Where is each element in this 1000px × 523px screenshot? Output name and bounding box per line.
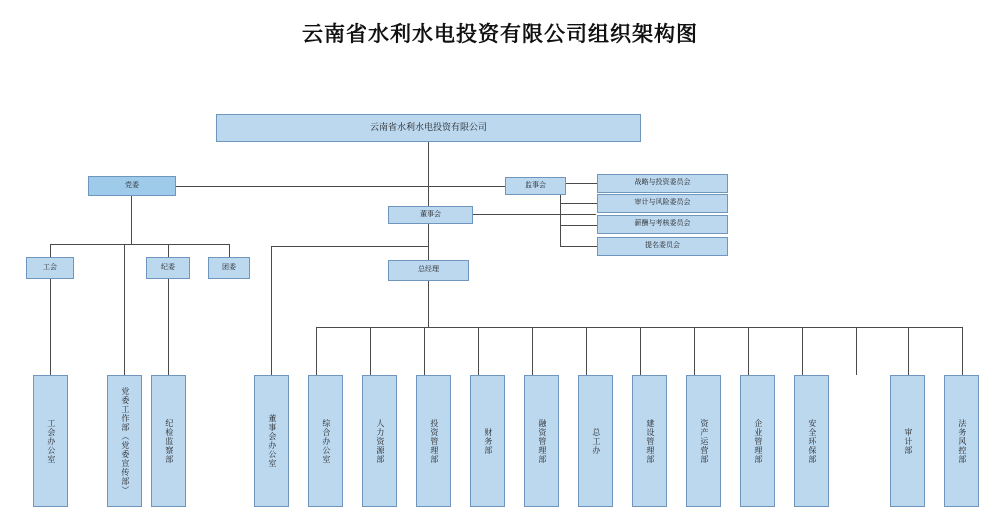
node-committee-compensation: 薪酬与考核委员会 bbox=[597, 215, 728, 234]
connector-committee-4 bbox=[560, 246, 597, 247]
node-department-safety-environment: 安全环保部 bbox=[794, 375, 829, 507]
node-department-enterprise-management: 企业管理部 bbox=[740, 375, 775, 507]
connector-league-down bbox=[229, 244, 230, 257]
node-company: 云南省水利水电投资有限公司 bbox=[216, 114, 641, 142]
node-department-investment-management: 投资管理部 bbox=[416, 375, 451, 507]
connector-dept-3 bbox=[424, 327, 425, 375]
connector-dept-4 bbox=[478, 327, 479, 375]
node-department-general-office: 综合办公室 bbox=[308, 375, 343, 507]
connector-discipline-dept bbox=[168, 279, 169, 375]
connector-gm-down bbox=[428, 281, 429, 327]
connector-party-suborg-bus bbox=[50, 244, 230, 245]
connector-union-office bbox=[50, 279, 51, 375]
connector-dept-12 bbox=[908, 327, 909, 375]
connector-dept-10 bbox=[802, 327, 803, 375]
node-discipline-inspection-department: 纪检监察部 bbox=[151, 375, 186, 507]
node-board-of-directors: 董事会 bbox=[388, 206, 473, 224]
node-party-work-department: 党委工作部（党委宣传部） bbox=[107, 375, 142, 507]
node-committee-nomination: 提名委员会 bbox=[597, 237, 728, 256]
node-department-construction-management: 建设管理部 bbox=[632, 375, 667, 507]
connector-board-left-stem-h bbox=[271, 246, 428, 247]
connector-board-left-stem-v bbox=[271, 246, 272, 375]
node-discipline-committee: 纪委 bbox=[146, 257, 190, 279]
node-youth-league: 团委 bbox=[208, 257, 250, 279]
connector-party-work-dept bbox=[124, 244, 125, 375]
connector-party-to-suborg bbox=[131, 196, 132, 244]
connector-board-to-committee-bus bbox=[473, 214, 596, 215]
node-department-finance: 财务部 bbox=[470, 375, 505, 507]
connector-dept-13 bbox=[962, 327, 963, 375]
connector-dept-11 bbox=[856, 327, 857, 375]
node-labor-union: 工会 bbox=[26, 257, 74, 279]
connector-department-bus bbox=[316, 327, 962, 328]
node-committee-audit-risk: 审计与风险委员会 bbox=[597, 194, 728, 213]
connector-committee-3 bbox=[560, 225, 597, 226]
node-department-human-resources: 人力资源部 bbox=[362, 375, 397, 507]
connector-dept-5 bbox=[532, 327, 533, 375]
connector-dept-1 bbox=[316, 327, 317, 375]
node-committee-strategy: 战略与投资委员会 bbox=[597, 174, 728, 193]
node-party-committee: 党委 bbox=[88, 176, 176, 196]
node-department-financing-management: 融资管理部 bbox=[524, 375, 559, 507]
connector-union-down bbox=[50, 244, 51, 257]
connector-dept-9 bbox=[748, 327, 749, 375]
connector-party-bus bbox=[131, 186, 562, 187]
connector-dept-6 bbox=[586, 327, 587, 375]
connector-dept-2 bbox=[370, 327, 371, 375]
page-title: 云南省水利水电投资有限公司组织架构图 bbox=[302, 23, 698, 46]
node-department-asset-operation: 资产运营部 bbox=[686, 375, 721, 507]
node-department-chief-engineer-office: 总工办 bbox=[578, 375, 613, 507]
node-department-legal-risk-control: 法务风控部 bbox=[944, 375, 979, 507]
node-supervisory-board: 监事会 bbox=[505, 177, 566, 195]
connector-discipline-down bbox=[168, 244, 169, 257]
connector-committee-2 bbox=[560, 203, 597, 204]
connector-root-down bbox=[428, 142, 429, 186]
node-department-board-office: 董事会办公室 bbox=[254, 375, 289, 507]
node-union-office: 工会办公室 bbox=[33, 375, 68, 507]
connector-dept-8 bbox=[694, 327, 695, 375]
connector-dept-7 bbox=[640, 327, 641, 375]
node-general-manager: 总经理 bbox=[388, 260, 469, 281]
node-department-audit: 审计部 bbox=[890, 375, 925, 507]
